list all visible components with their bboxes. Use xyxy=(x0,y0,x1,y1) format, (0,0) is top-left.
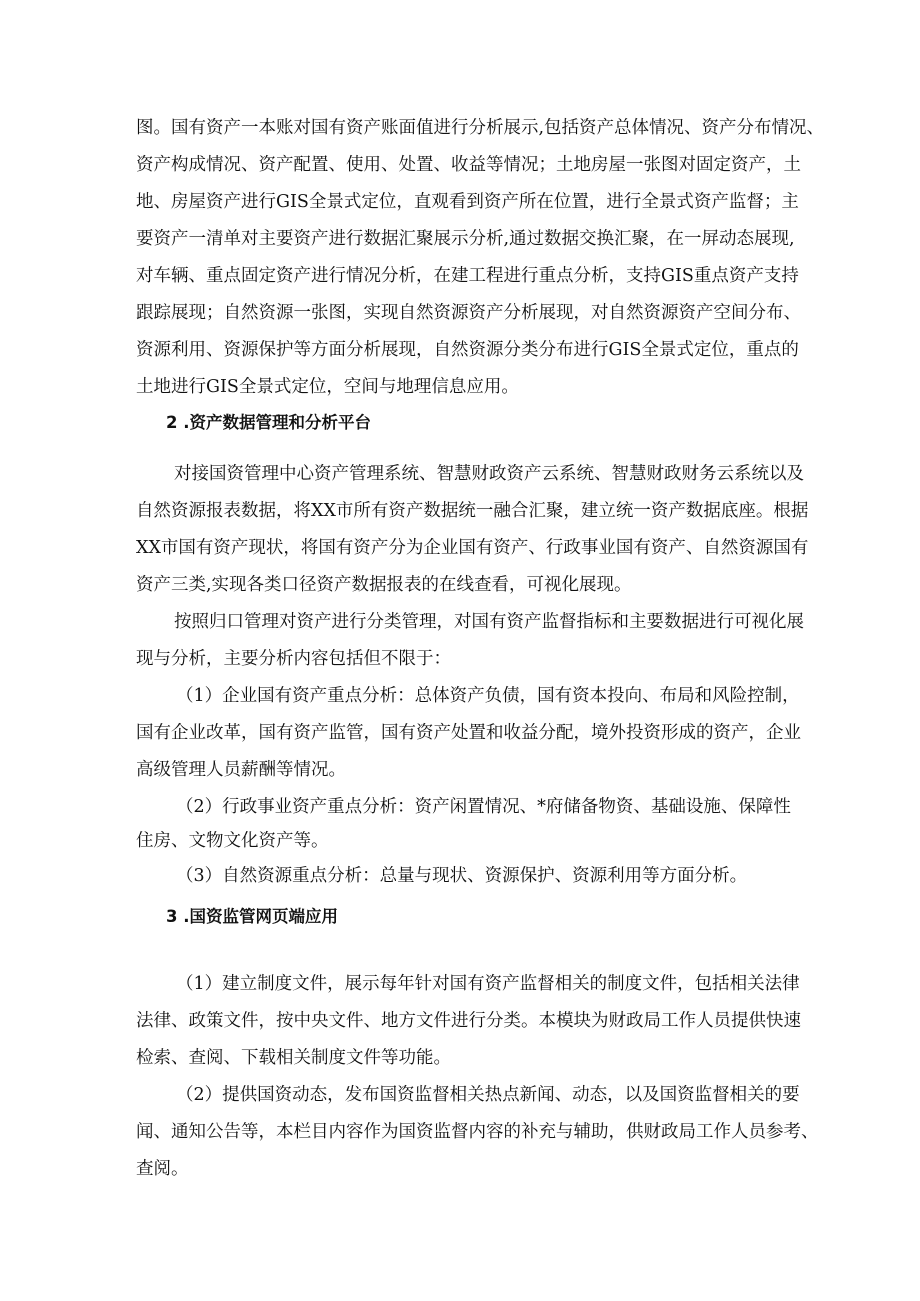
text-line: 检索、查阅、下载相关制度文件等功能。 xyxy=(136,1048,451,1068)
text-line: 资源利用、资源保护等方面分析展现，自然资源分类分布进行GIS全景式定位，重点的 xyxy=(136,340,799,360)
text-line: 对接国资管理中心资产管理系统、智慧财政资产云系统、智慧财政财务云系统以及 xyxy=(174,464,804,484)
text-line: 现与分析，主要分析内容包括但不限于： xyxy=(136,649,451,669)
text-line: 自然资源报表数据，将XX市所有资产数据统一融合汇聚，建立统一资产数据底座。根据 xyxy=(136,501,809,521)
text-line: 按照归口管理对资产进行分类管理，对国有资产监督指标和主要数据进行可视化展 xyxy=(174,612,804,632)
section-heading: 2 .资产数据管理和分析平台 xyxy=(166,413,371,432)
text-line: （1）企业国有资产重点分析：总体资产负债，国有资本投向、布局和风险控制， xyxy=(176,686,800,706)
text-line: （1）建立制度文件，展示每年针对国有资产监督相关的制度文件，包括相关法律 xyxy=(176,974,800,994)
section-heading: 3 .国资监管网页端应用 xyxy=(166,907,338,926)
text-line: XX市国有资产现状，将国有资产分为企业国有资产、行政事业国有资产、自然资源国有 xyxy=(136,538,809,558)
text-line: 跟踪展现；自然资源一张图，实现自然资源资产分析展现，对自然资源资产空间分布、 xyxy=(136,303,801,323)
text-line: 高级管理人员薪酬等情况。 xyxy=(136,760,346,780)
text-line: 住房、文物文化资产等。 xyxy=(136,831,329,851)
text-line: 资产三类,实现各类口径资产数据报表的在线查看，可视化展现。 xyxy=(136,575,632,595)
text-line: 资产构成情况、资产配置、使用、处置、收益等情况；土地房屋一张图对固定资产，土 xyxy=(136,155,801,175)
text-line: 闻、通知公告等，本栏目内容作为国资监督内容的补充与辅助，供财政局工作人员参考、 xyxy=(136,1122,819,1142)
text-line: （2）提供国资动态，发布国资监督相关热点新闻、动态，以及国资监督相关的要 xyxy=(176,1085,800,1105)
text-line: 对车辆、重点固定资产进行情况分析，在建工程进行重点分析，支持GIS重点资产支持 xyxy=(136,266,799,286)
text-line: 地、房屋资产进行GIS全景式定位，直观看到资产所在位置，进行全景式资产监督；主 xyxy=(136,192,799,212)
text-line: 要资产一清单对主要资产进行数据汇聚展示分析,通过数据交换汇聚，在一屏动态展现, xyxy=(136,229,795,249)
text-line: （2）行政事业资产重点分析：资产闲置情况、*府储备物资、基础设施、保障性 xyxy=(176,797,791,817)
text-line: 图。国有资产一本账对国有资产账面值进行分析展示,包括资产总体情况、资产分布情况、 xyxy=(136,118,825,138)
text-line: 土地进行GIS全景式定位，空间与地理信息应用。 xyxy=(136,377,519,397)
text-line: 国有企业改革，国有资产监管，国有资产处置和收益分配，境外投资形成的资产，企业 xyxy=(136,723,801,743)
text-line: （3）自然资源重点分析：总量与现状、资源保护、资源利用等方面分析。 xyxy=(176,866,748,886)
text-line: 法律、政策文件，按中央文件、地方文件进行分类。本模块为财政局工作人员提供快速 xyxy=(136,1011,801,1031)
text-line: 查阅。 xyxy=(136,1159,189,1179)
